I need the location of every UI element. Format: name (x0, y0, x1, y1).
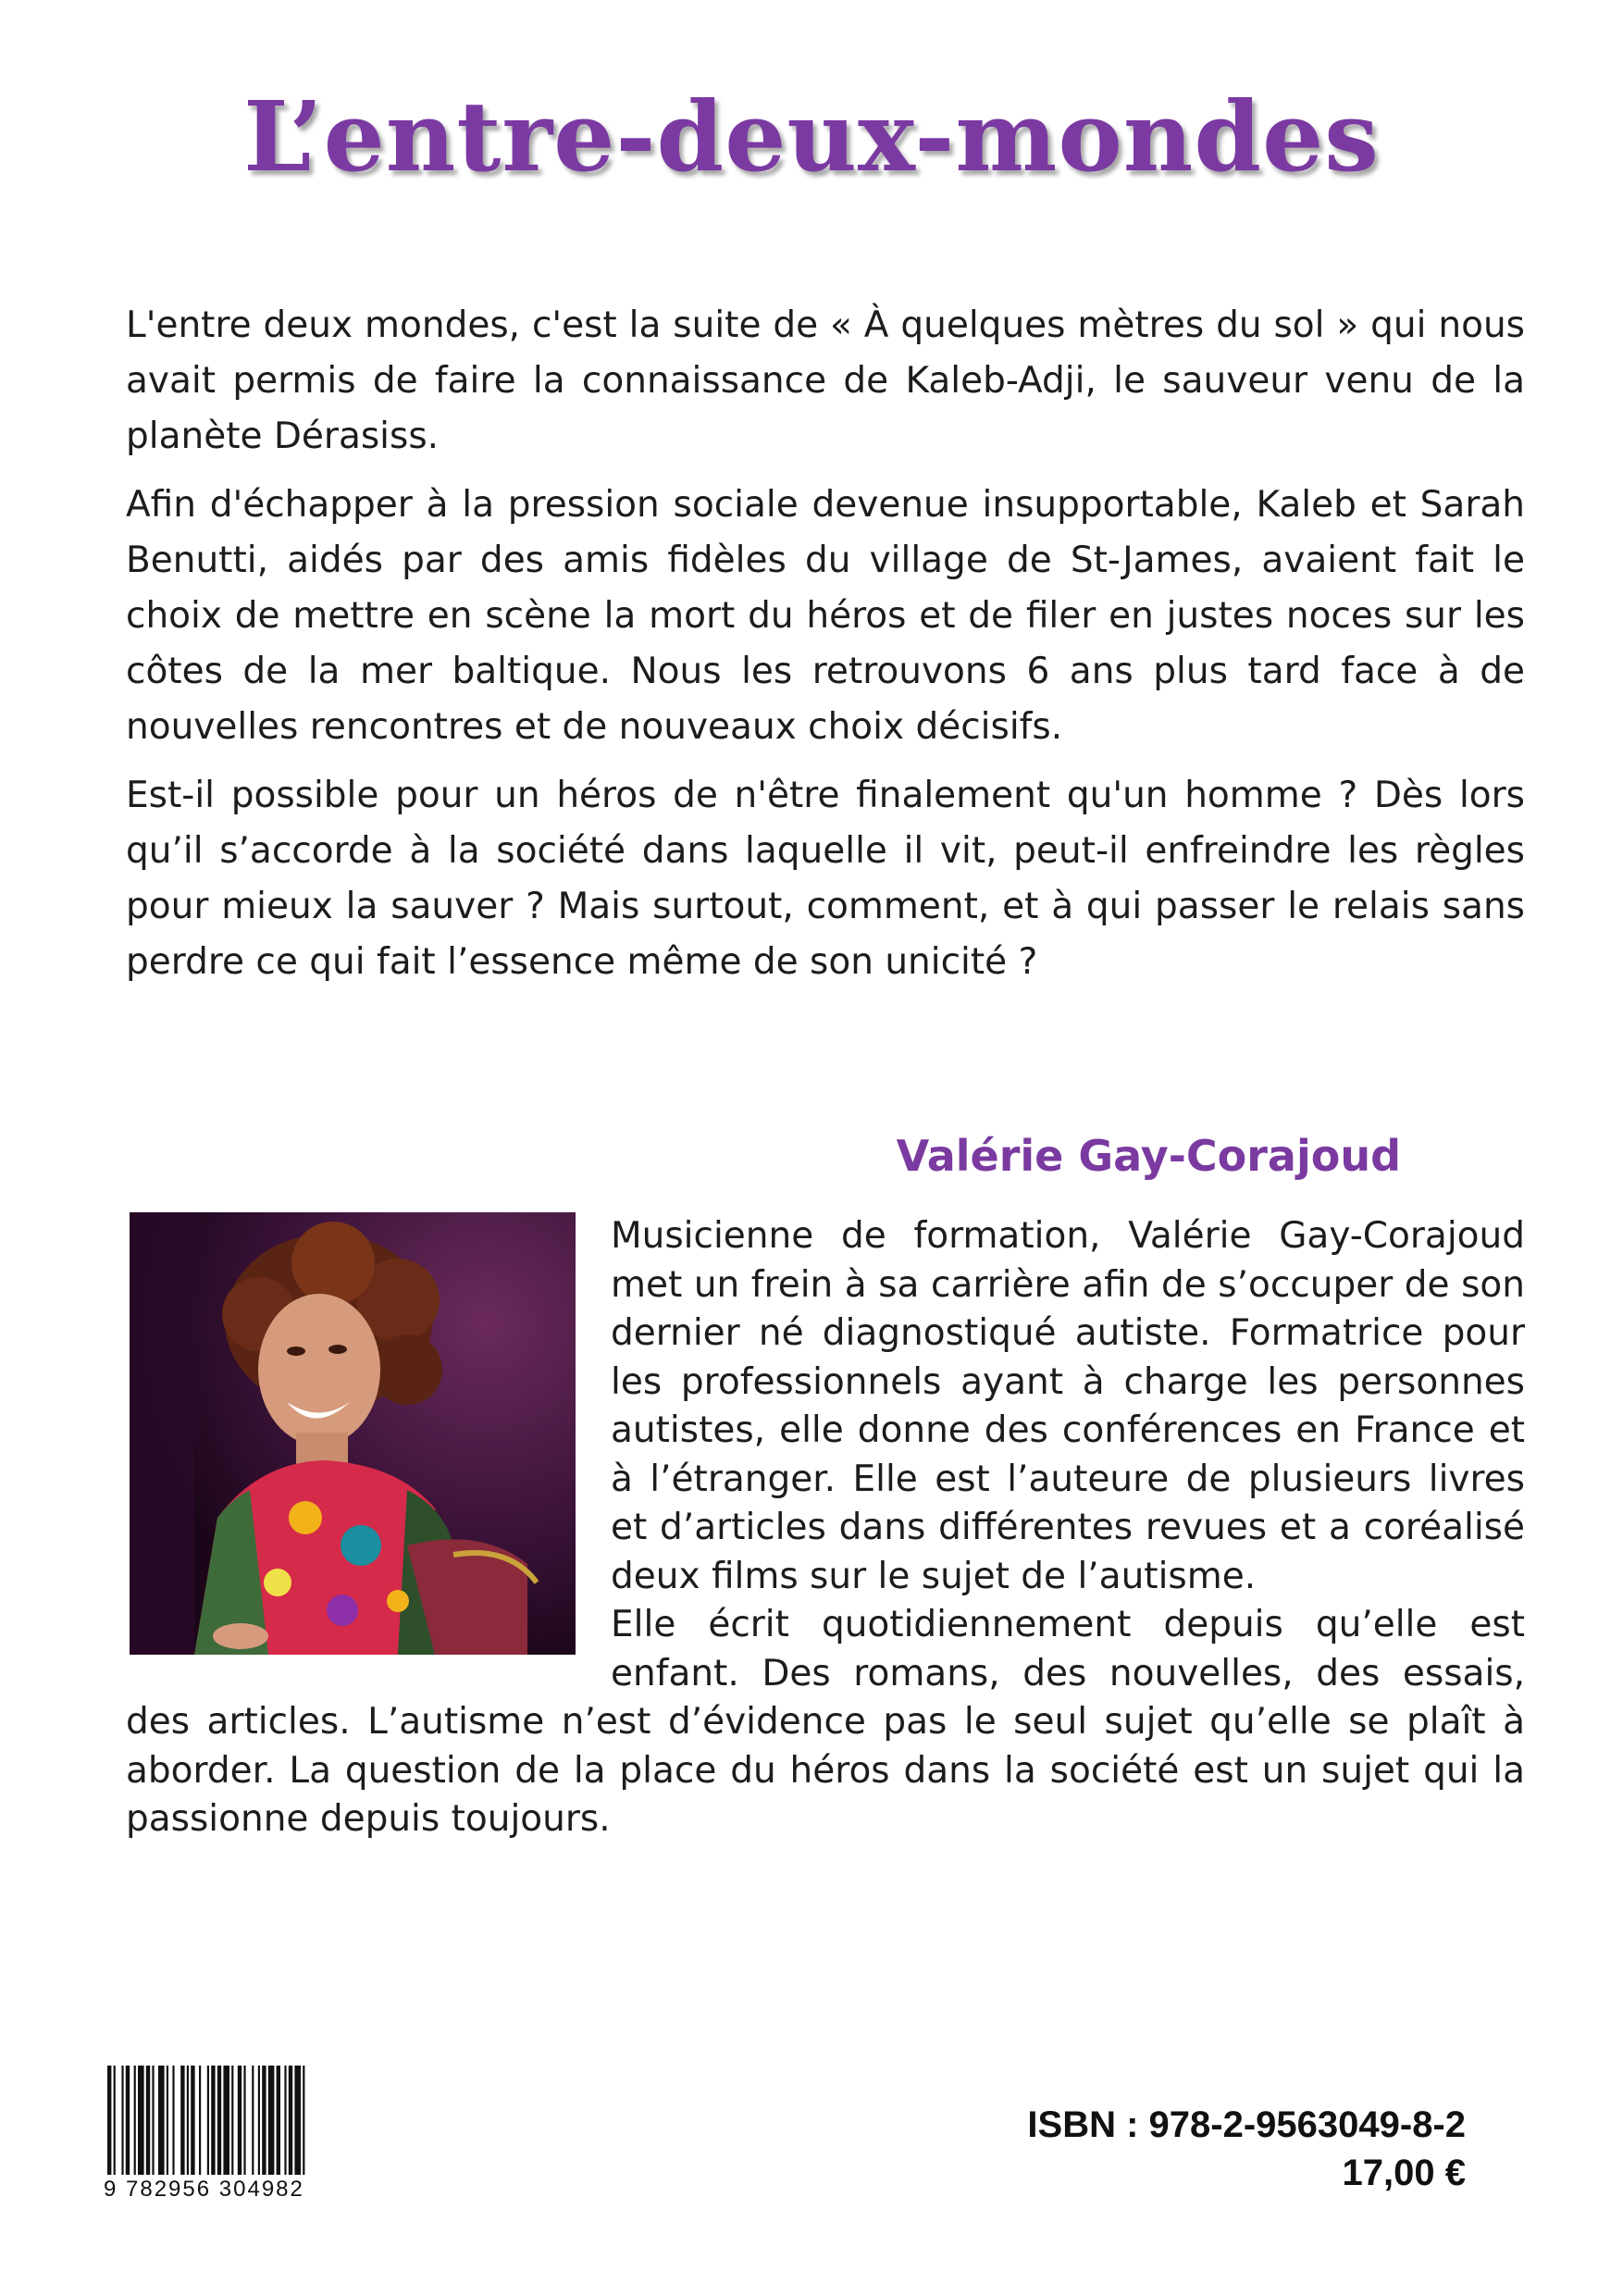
author-bio (126, 1212, 1525, 1844)
bio-paragraph: Elle écrit quotidiennement depuis qu’elle est enfant. Des romans, des nouvelles, des essais, des articles. L’autisme n’est d’évidence pas le seul sujet qu’elle se plaît à aborder. La question de la place du héros dans la société est un sujet qui la passionne depuis toujours. (126, 1604, 1525, 1840)
summary-paragraph: Est-il possible pour un héros de n'être finalement qu'un homme ? Dès lors qu’il s’accorde à la société dans laquelle il vit, peut-il enfreindre les règles pour mieux la sauver ? Mais surtout, comment, et à qui passer le relais sans perdre ce qui fait l’essence même de son unicité ? (126, 775, 1525, 983)
book-title: L’entre-deux-mondes (243, 80, 1380, 193)
author-name: Valérie Gay-Corajoud (896, 1131, 1401, 1181)
summary-paragraph: Afin d'échapper à la pression sociale devenue insupportable, Kaleb et Sarah Benutti, aidés par des amis fidèles du village de St-James, avaient fait le choix de mettre en scène la mort du héros et de filer en justes noces sur les côtes de la mer baltique. Nous les retrouvons 6 ans plus tard face à de nouvelles rencontres et de nouveaux choix décisifs. (126, 484, 1525, 748)
author-photo (130, 1212, 576, 1655)
barcode-bars (104, 2066, 381, 2175)
isbn: ISBN : 978-2-9563049-8-2 (1027, 2104, 1466, 2145)
barcode (104, 2066, 381, 2204)
price: 17,00 € (1342, 2153, 1466, 2193)
barcode-digits: 9 782956 304982 (104, 2177, 304, 2202)
bio-paragraph: Musicienne de formation, Valérie Gay-Corajoud met un frein à sa carrière afin de s’occuper de son dernier né diagnostiqué autiste. Formatrice pour les professionnels ayant à charge les personnes autistes, elle donne des conférences en France et à l’étranger. Elle est l’auteure de plusieurs livres et d’articles dans différentes revues et a coréalisé deux films sur le sujet de l’autisme. (611, 1215, 1525, 1597)
summary-paragraph: L'entre deux mondes, c'est la suite de « À quelques mètres du sol » qui nous avait permis de faire la connaissance de Kaleb-Adji, le sauveur venu de la planète Dérasiss. (126, 304, 1525, 457)
book-summary (126, 298, 1525, 1003)
